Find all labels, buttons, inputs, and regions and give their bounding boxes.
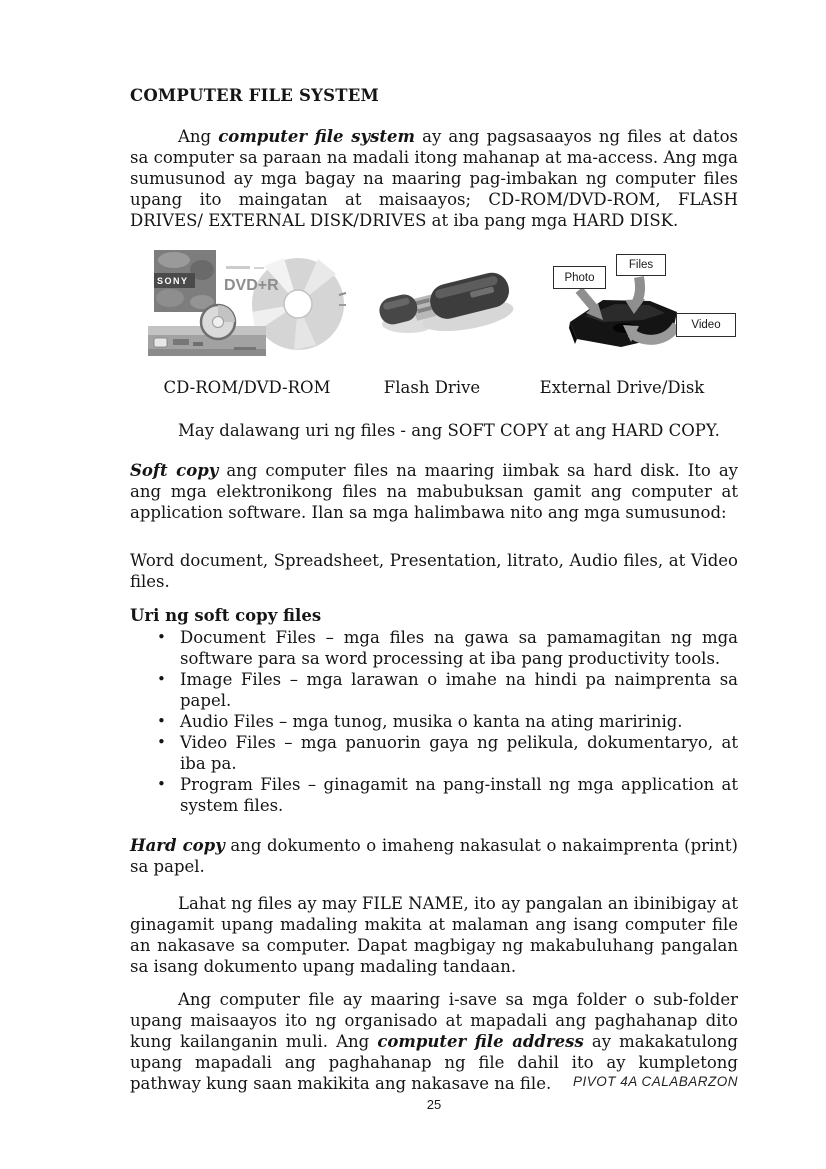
video-label-box bbox=[676, 313, 736, 337]
file-address-pre: Ang computer file ay maaring i-save sa mga folder o sub-folder upang maisaayos ito ng organisado at mapadali ang paghahanap dito kung kailanganin muli. Ang bbox=[130, 990, 738, 1051]
list-item-image-files: • Image Files – mga larawan o imahe na hindi pa naimprenta sa papel. bbox=[130, 669, 738, 711]
intro-post: ay ang pagsasaayos ng files at datos sa computer sa paraan na madali itong mahanap at ma-access. Ang mga sumusunod ay mga bagay na maaring pag-imbakan ng computer files upang ito maingatan at maisaayos; CD-ROM/DVD-ROM, FLASH DRIVES/ EXTERNAL DISK/DRIVES at iba pang mga HARD DISK. bbox=[130, 127, 738, 230]
flash-drive-caption: Flash Drive bbox=[383, 378, 481, 397]
storage-media-figures bbox=[130, 246, 738, 366]
photo-label-box bbox=[553, 266, 606, 289]
external-drive-image bbox=[545, 250, 745, 362]
list-item-program-files: • Program Files – ginagamit na pang-install ng mga application at system files. bbox=[130, 774, 738, 816]
file-address-post: ay makakatulong upang mapadali ang paghahanap ng file dahil ito ay kumpletong pathway kung saan makikita ang nakasave na file. bbox=[130, 1032, 738, 1093]
cdrom-image bbox=[146, 246, 348, 364]
soft-copy-text: ang computer files na maaring iimbak sa hard disk. Ito ay ang mga elektronikong files na mabubuksan gamit ang computer at application software. Ilan sa mga halimbawa nito ang mga sumusunod: bbox=[130, 461, 738, 522]
examples-paragraph: Word document, Spreadsheet, Presentation, litrato, Audio files, at Video files. bbox=[130, 551, 738, 591]
photo-label: Photo bbox=[564, 271, 595, 284]
page-title: COMPUTER FILE SYSTEM bbox=[130, 86, 379, 105]
hard-copy-paragraph bbox=[130, 835, 738, 877]
two-kinds-paragraph: May dalawang uri ng files - ang SOFT COPY at ang HARD COPY. bbox=[178, 421, 720, 440]
files-label-box bbox=[616, 254, 666, 276]
soft-copy-types-list bbox=[130, 627, 738, 816]
soft-copy-term: Soft copy bbox=[130, 461, 219, 480]
intro-pre: Ang bbox=[178, 127, 219, 146]
file-address-term: computer file address bbox=[377, 1032, 584, 1051]
hard-copy-term: Hard copy bbox=[130, 836, 225, 855]
file-name-paragraph: Lahat ng files ay may FILE NAME, ito ay pangalan an ibinibigay at ginagamit upang madaling makita at malaman ang isang computer file an nakasave sa computer. Dapat magbigay ng makabuluhang pangalan sa isang dokumento upang madaling tandaan. bbox=[130, 894, 738, 976]
hard-copy-text: ang dokumento o imaheng nakasulat o nakaimprenta (print) sa papel. bbox=[130, 836, 738, 876]
dvdr-format-label: DVD+R bbox=[224, 277, 279, 294]
list-item-document-files: • Document Files – mga files na gawa sa pamamagitan ng mga software para sa word processing at iba pang productivity tools. bbox=[130, 627, 738, 669]
list-item-audio-files: • Audio Files – mga tunog, musika o kanta na ating maririnig. bbox=[130, 711, 738, 732]
video-label: Video bbox=[691, 319, 721, 331]
footer-brand: PIVOT 4A CALABARZON bbox=[572, 1074, 738, 1089]
sony-brand-label: SONY bbox=[157, 276, 189, 286]
figure-captions bbox=[130, 378, 738, 398]
cdrom-caption: CD-ROM/DVD-ROM bbox=[163, 378, 331, 397]
external-drive-caption: External Drive/Disk bbox=[539, 378, 705, 397]
page-number: 25 bbox=[426, 1097, 442, 1112]
soft-copy-paragraph bbox=[130, 460, 738, 523]
flash-drive-image bbox=[376, 266, 516, 344]
soft-copy-types-heading: Uri ng soft copy files bbox=[130, 606, 322, 625]
list-item-video-files: • Video Files – mga panuorin gaya ng pelikula, dokumentaryo, at iba pa. bbox=[130, 732, 738, 774]
intro-bold-term: computer file system bbox=[218, 127, 415, 146]
files-label: Files bbox=[628, 259, 654, 271]
page-content bbox=[130, 86, 738, 1094]
intro-paragraph bbox=[130, 126, 738, 231]
